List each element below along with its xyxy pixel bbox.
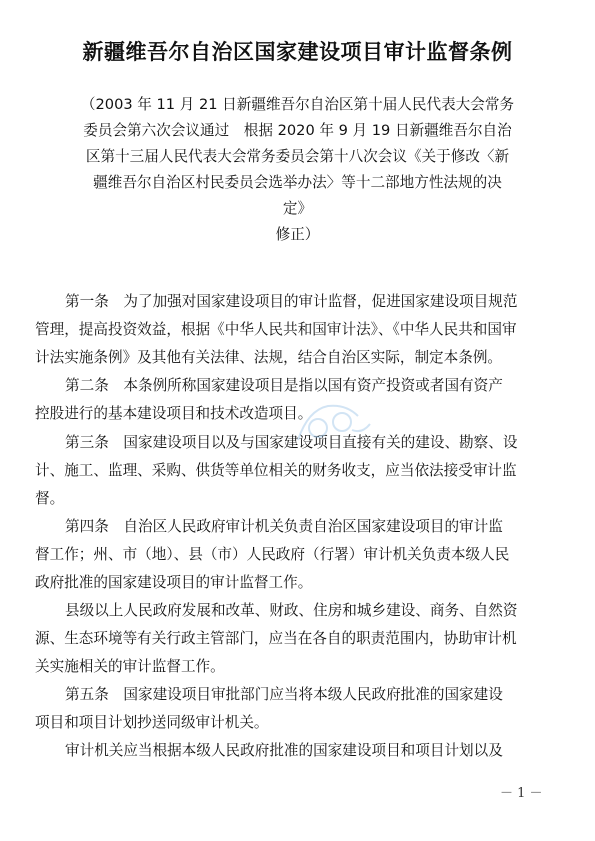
article-line: 第四条 自治区人民政府审计机关负责自治区国家建设项目的审计监 — [65, 518, 503, 535]
adoption-note-line: 修正） — [275, 226, 320, 243]
article-line: 政府批准的国家建设项目的审计监督工作。 — [35, 574, 313, 591]
adoption-note-line: （2003 年 11 月 21 日新疆维吾尔自治区第十届人民代表大会常务 — [80, 96, 515, 113]
article-line: 关实施相关的审计监督工作。 — [35, 658, 225, 675]
article-line: 第三条 国家建设项目以及与国家建设项目直接有关的建设、勘察、设 — [65, 434, 518, 451]
article-line: 第五条 国家建设项目审批部门应当将本级人民政府批准的国家建设 — [65, 686, 503, 703]
document-title: 新疆维吾尔自治区国家建设项目审计监督条例 — [82, 40, 513, 64]
article-1 — [35, 288, 561, 372]
article-5 — [35, 681, 561, 737]
article-line: 审计机关应当根据本级人民政府批准的国家建设项目和项目计划以及 — [65, 742, 503, 759]
article-line: 控股进行的基本建设项目和技术改造项目。 — [35, 405, 313, 422]
article-line: 第一条 为了加强对国家建设项目的审计监督，促进国家建设项目规范 — [65, 293, 518, 310]
article-line: 督。 — [35, 490, 65, 507]
article-5-paragraph-2 — [35, 737, 561, 765]
adoption-note-line: 疆维吾尔自治区村民委员会选举办法〉等十二部地方性法规的决 — [93, 174, 502, 191]
article-3 — [35, 429, 561, 513]
article-4 — [35, 513, 561, 597]
article-line: 项目和项目计划抄送同级审计机关。 — [35, 714, 269, 731]
article-line: 县级以上人民政府发展和改革、财政、住房和城乡建设、商务、自然资 — [65, 602, 518, 619]
article-line: 源、生态环境等有关行政主管部门，应当在各自的职责范围内，协助审计机 — [35, 630, 517, 647]
adoption-note — [54, 92, 541, 248]
adoption-note-line: 区第十三届人民代表大会常务委员会第十八次会议《关于修改〈新 — [85, 148, 510, 165]
article-line: 计法实施条例》及其他有关法律、法规，结合自治区实际，制定本条例。 — [35, 349, 503, 366]
adoption-note-line: 定》 — [282, 200, 313, 217]
page-number: － 1 － — [500, 786, 543, 801]
article-line: 第二条 本条例所称国家建设项目是指以国有资产投资或者国有资产 — [65, 377, 503, 394]
article-line: 督工作；州、市（地）、县（市）人民政府（行署）审计机关负责本级人民 — [35, 546, 510, 563]
article-line: 管理，提高投资效益，根据《中华人民共和国审计法》、《中华人民共和国审 — [35, 321, 517, 338]
adoption-note-line: 委员会第六次会议通过 根据 2020 年 9 月 19 日新疆维吾尔自治 — [83, 122, 512, 139]
article-line: 计、施工、监理、采购、供货等单位相关的财务收支，应当依法接受审计监 — [35, 462, 517, 479]
article-4-paragraph-2 — [35, 597, 561, 681]
article-2 — [35, 372, 561, 428]
